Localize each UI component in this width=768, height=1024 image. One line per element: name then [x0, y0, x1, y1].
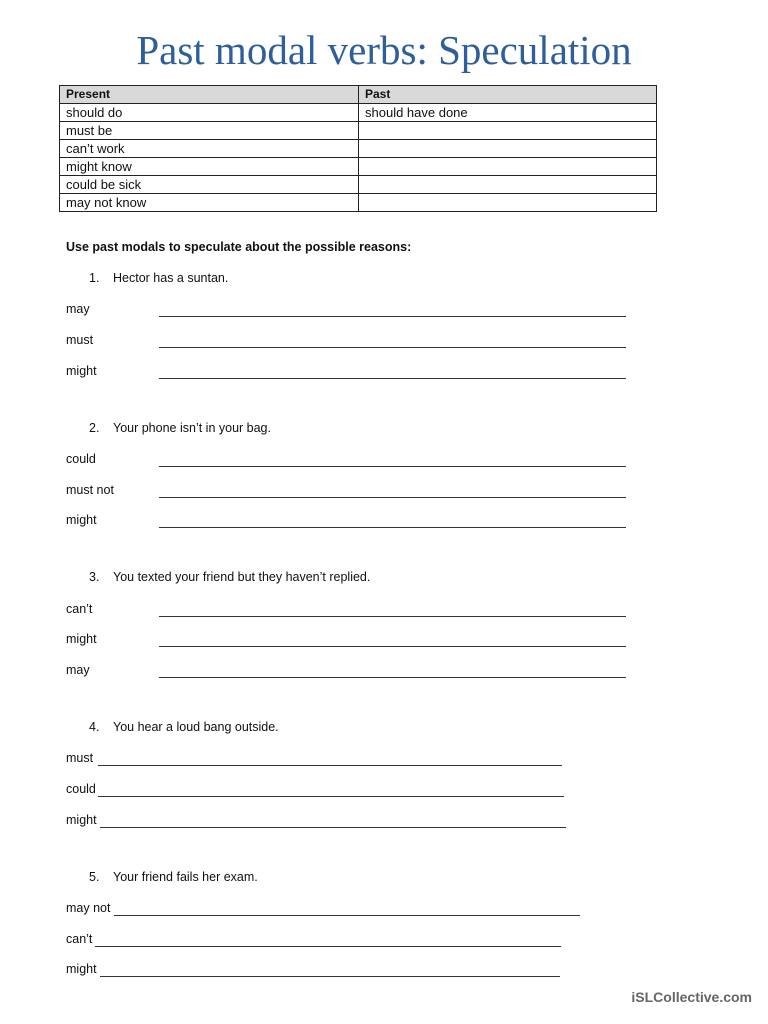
answer-blank[interactable]	[159, 466, 626, 467]
answer-blank[interactable]	[159, 316, 626, 317]
modal-label: might	[66, 962, 97, 976]
table-row	[60, 122, 657, 140]
question-3	[89, 570, 370, 584]
modal-label: could	[66, 782, 96, 796]
table-row	[60, 176, 657, 194]
answer-blank[interactable]	[114, 915, 580, 916]
question-text: You texted your friend but they haven’t replied.	[113, 570, 371, 584]
past-cell[interactable]: should have done	[359, 104, 657, 122]
question-5	[89, 870, 258, 884]
question-1	[89, 271, 228, 285]
question-number: 2.	[89, 421, 100, 435]
question-number: 5.	[89, 870, 100, 884]
present-cell: might know	[60, 158, 359, 176]
present-cell: may not know	[60, 194, 359, 212]
table-row	[60, 104, 657, 122]
present-cell: can’t work	[60, 140, 359, 158]
modal-label: might	[66, 364, 97, 378]
question-number: 3.	[89, 570, 100, 584]
table-header-row	[60, 86, 657, 104]
modal-label: may	[66, 663, 90, 677]
question-2	[89, 421, 271, 435]
answer-blank[interactable]	[159, 347, 626, 348]
site-watermark: iSLCollective.com	[631, 989, 752, 1005]
answer-blank[interactable]	[100, 976, 560, 977]
answer-blank[interactable]	[100, 827, 566, 828]
question-text: Your phone isn’t in your bag.	[113, 421, 271, 435]
column-header-past: Past	[359, 86, 657, 104]
modal-label: may	[66, 302, 90, 316]
instruction-text: Use past modals to speculate about the possible reasons:	[66, 240, 412, 254]
question-text: Hector has a suntan.	[113, 271, 229, 285]
present-cell: should do	[60, 104, 359, 122]
present-cell: could be sick	[60, 176, 359, 194]
table-row	[60, 194, 657, 212]
answer-blank[interactable]	[159, 616, 626, 617]
question-4	[89, 720, 279, 734]
column-header-present: Present	[60, 86, 359, 104]
modal-label: may not	[66, 901, 111, 915]
answer-blank[interactable]	[159, 527, 626, 528]
modal-label: must	[66, 751, 94, 765]
answer-blank[interactable]	[159, 646, 626, 647]
past-cell[interactable]	[359, 194, 657, 212]
modal-label: could	[66, 452, 96, 466]
modal-label: might	[66, 813, 97, 827]
answer-blank[interactable]	[98, 796, 564, 797]
modal-label: might	[66, 513, 97, 527]
page-title: Past modal verbs: Speculation	[136, 27, 632, 73]
modal-verbs-table	[59, 85, 657, 212]
modal-label: can’t	[66, 932, 93, 946]
table-row	[60, 140, 657, 158]
past-cell[interactable]	[359, 176, 657, 194]
question-number: 1.	[89, 271, 100, 285]
modal-label: must not	[66, 483, 114, 497]
modal-label: can’t	[66, 602, 93, 616]
past-cell[interactable]	[359, 122, 657, 140]
past-cell[interactable]	[359, 140, 657, 158]
modal-label: might	[66, 632, 97, 646]
question-text: You hear a loud bang outside.	[113, 720, 279, 734]
modal-label: must	[66, 333, 94, 347]
answer-blank[interactable]	[98, 765, 562, 766]
question-number: 4.	[89, 720, 100, 734]
table-row	[60, 158, 657, 176]
past-cell[interactable]	[359, 158, 657, 176]
question-text: Your friend fails her exam.	[113, 870, 258, 884]
answer-blank[interactable]	[159, 378, 626, 379]
answer-blank[interactable]	[159, 497, 626, 498]
present-cell: must be	[60, 122, 359, 140]
answer-blank[interactable]	[95, 946, 561, 947]
answer-blank[interactable]	[159, 677, 626, 678]
